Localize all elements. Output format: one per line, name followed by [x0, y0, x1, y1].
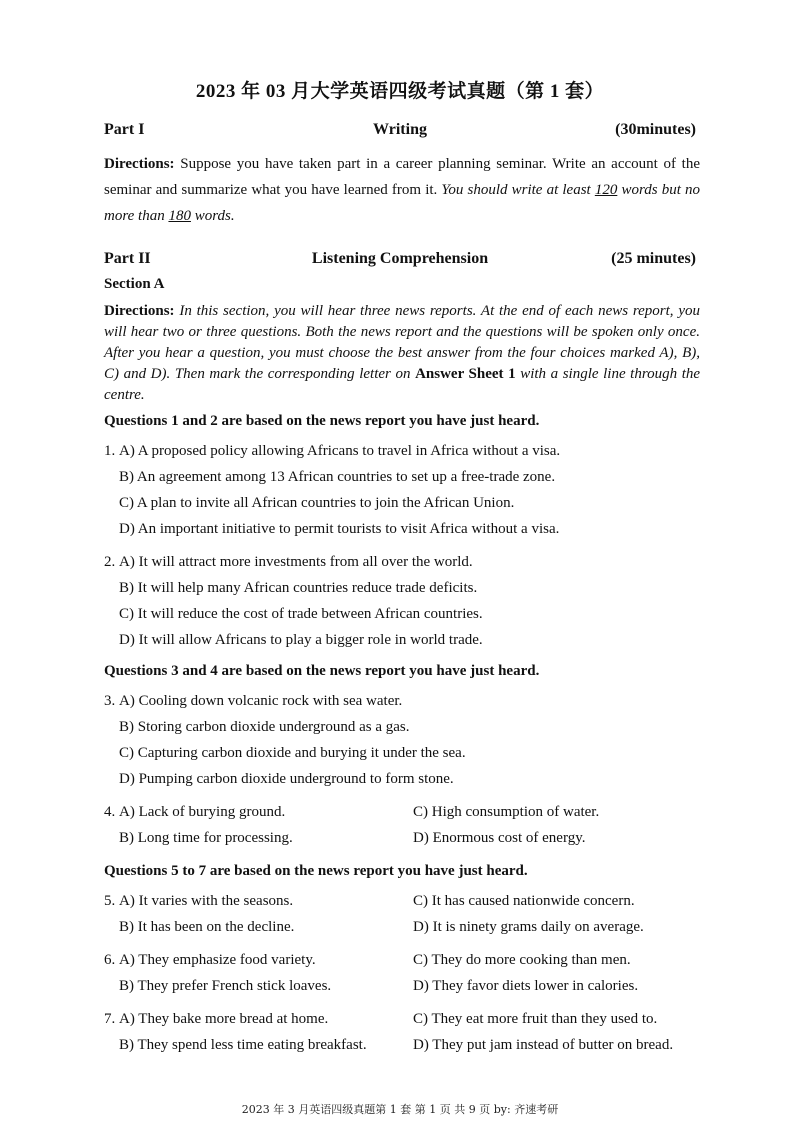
- part2-name: Listening Comprehension: [311, 250, 489, 267]
- answer-option: B) Storing carbon dioxide underground as a gas.: [119, 719, 410, 735]
- answer-option: A) They emphasize food variety.: [119, 952, 316, 968]
- answer-option: B) They prefer French stick loaves.: [119, 978, 332, 994]
- part1-directions-ital-a: You should write at least: [441, 182, 591, 198]
- question-number: 5.: [104, 893, 116, 909]
- answer-option: C) It has caused nationwide concern.: [413, 893, 635, 909]
- part1-directions-ital-c: words.: [194, 208, 235, 224]
- page-footer: 2023 年 3 月英语四级真题第 1 套 第 1 页 共 9 页 by: 齐速考研: [241, 1103, 559, 1116]
- question-group-heading: Questions 5 to 7 are based on the news report you have just heard.: [104, 863, 528, 879]
- answer-option: C) High consumption of water.: [413, 804, 600, 820]
- answer-option: D) Pumping carbon dioxide underground to form stone.: [119, 771, 454, 787]
- answer-option: D) Enormous cost of energy.: [413, 830, 586, 846]
- answer-option: C) Capturing carbon dioxide and burying it under the sea.: [119, 745, 466, 761]
- answer-option: D) They put jam instead of butter on bread.: [413, 1037, 674, 1053]
- question-number: 3.: [104, 693, 116, 709]
- part1-header: [104, 121, 696, 143]
- part1-directions: [104, 151, 700, 229]
- answer-option: A) It will attract more investments from all over the world.: [119, 554, 473, 570]
- answer-option: C) They do more cooking than men.: [413, 952, 631, 968]
- answer-option: C) A plan to invite all African countries to join the African Union.: [119, 495, 515, 511]
- part1-time: (30minutes): [615, 121, 696, 138]
- part1-directions-ital-b: words but no more than: [104, 182, 700, 224]
- answer-option: B) It will help many African countries reduce trade deficits.: [119, 580, 478, 596]
- answer-option: B) It has been on the decline.: [119, 919, 295, 935]
- answer-option: D) They favor diets lower in calories.: [413, 978, 639, 994]
- answer-option: D) An important initiative to permit tourists to visit Africa without a visa.: [119, 521, 560, 537]
- answer-option: D) It is ninety grams daily on average.: [413, 919, 644, 935]
- question-group-heading: Questions 1 and 2 are based on the news report you have just heard.: [104, 413, 540, 429]
- answer-option: D) It will allow Africans to play a bigger role in world trade.: [119, 632, 483, 648]
- part1-directions-text: Suppose you have taken part in a career planning seminar. Write an account of the seminar and summarize what you have learned from it.: [104, 156, 700, 198]
- answer-option: C) It will reduce the cost of trade between African countries.: [119, 606, 483, 622]
- part2-directions-text: In this section, you will hear three news reports. At the end of each news report, you will hear two or three questions. Both the news report and the questions will be spoken only once. After you hear a question, you must choose the best answer from the four choices marked A), B), C) and D). Then mark the corresponding letter on: [104, 303, 700, 382]
- part2-label: Part II: [104, 250, 151, 267]
- answer-option: C) They eat more fruit than they used to.: [413, 1011, 658, 1027]
- question-number: 7.: [104, 1011, 116, 1027]
- answer-option: B) They spend less time eating breakfast.: [119, 1037, 367, 1053]
- answer-sheet-label: Answer Sheet 1: [415, 366, 516, 382]
- question-number: 4.: [104, 804, 116, 820]
- part2-directions-label: Directions:: [104, 303, 175, 319]
- page-title: 2023 年 03 月大学英语四级考试真题（第 1 套）: [195, 81, 605, 102]
- answer-option: B) Long time for processing.: [119, 830, 293, 846]
- part1-directions-label: Directions:: [104, 156, 175, 172]
- answer-option: A) A proposed policy allowing Africans to travel in Africa without a visa.: [119, 443, 561, 459]
- question-number: 1.: [104, 443, 116, 459]
- answer-option: A) Lack of burying ground.: [119, 804, 286, 820]
- question-number: 6.: [104, 952, 116, 968]
- part2-directions: [104, 301, 700, 406]
- answer-option: B) An agreement among 13 African countries to set up a free-trade zone.: [119, 469, 556, 485]
- part1-max-words: 180: [168, 208, 191, 224]
- answer-option: A) Cooling down volcanic rock with sea water.: [119, 693, 403, 709]
- part1-name: Writing: [373, 121, 427, 138]
- part2-time: (25 minutes): [611, 250, 696, 267]
- question-group-heading: Questions 3 and 4 are based on the news report you have just heard.: [104, 663, 540, 679]
- question-number: 2.: [104, 554, 116, 570]
- part1-min-words: 120: [594, 182, 618, 198]
- answer-option: A) It varies with the seasons.: [119, 893, 294, 909]
- part2-header: [104, 250, 696, 272]
- section-a-heading: Section A: [104, 276, 165, 292]
- part1-label: Part I: [104, 121, 145, 138]
- part2-directions-end: with a single line through the centre.: [104, 366, 701, 403]
- answer-option: A) They bake more bread at home.: [119, 1011, 329, 1027]
